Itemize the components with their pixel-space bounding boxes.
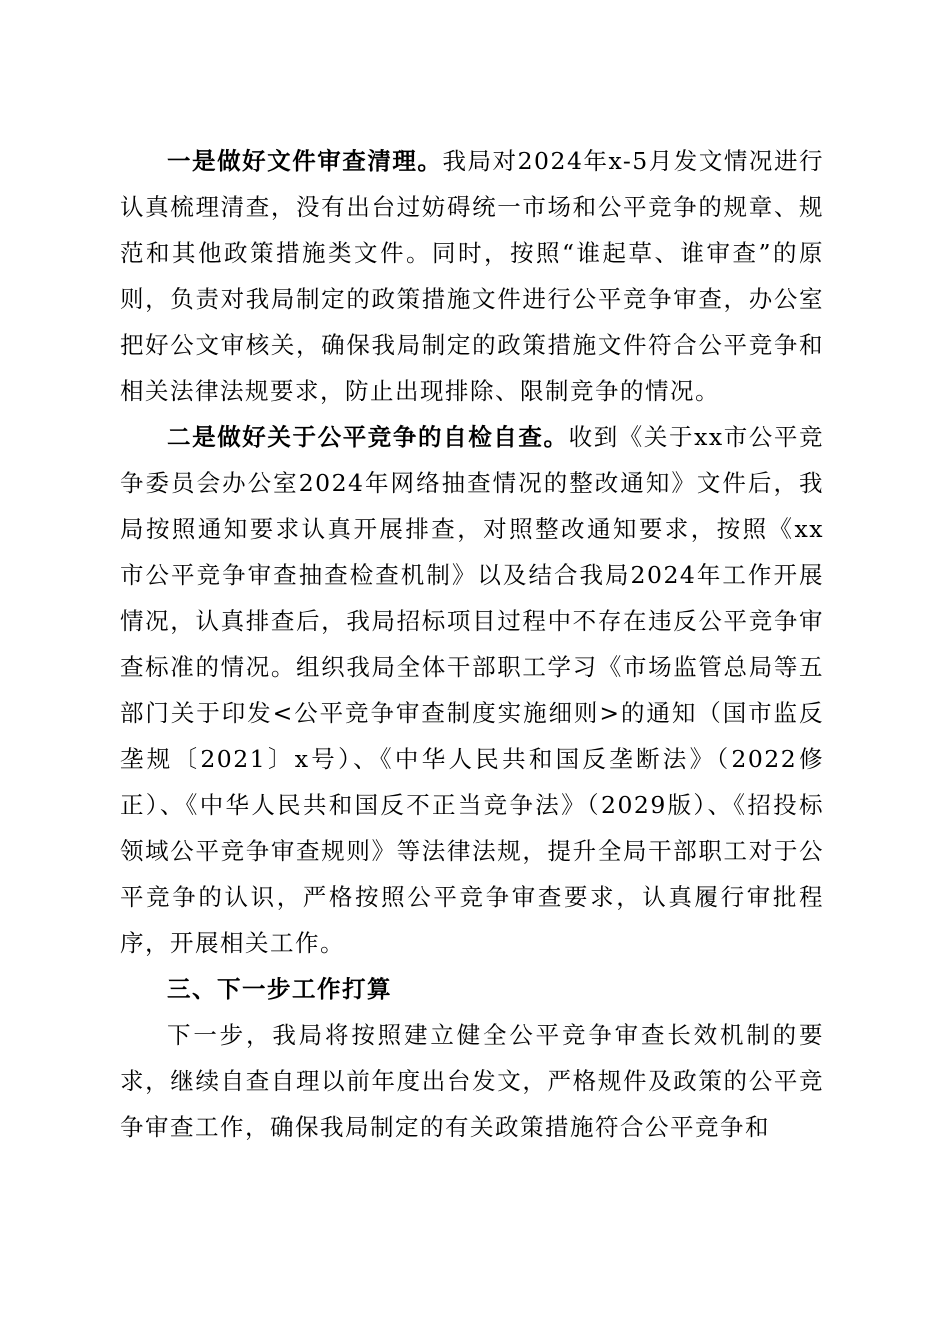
paragraph-body: 收到《关于xx市公平竞争委员会办公室2024年网络抽查情况的整改通知》文件后，我局按照通知要求认真开展排查，对照整改通知要求，按照《xx市公平竞争审查抽查检查机制》以及结合我局2024年工作开展情况，认真排查后，我局招标项目过程中不存在违反公平竞争审查标准的情况。组织我局全体干部职工学习《市场监管总局等五部门关于印发<公平竞争审查制度实施细则>的通知（国市监反垄规〔2021〕x号）、《中华人民共和国反垄断法》（2022修正）、《中华人民共和国反不正当竞争法》（2029版）、《招投标领域公平竞争审查规则》等法律法规，提升全局干部职工对于公平竞争的认识，严格按照公平竞争审查要求，认真履行审批程序，开展相关工作。: [120, 423, 824, 957]
paragraph-next-steps: 下一步，我局将按照建立健全公平竞争审查长效机制的要求，继续自查自理以前年度出台发文，严格规件及政策的公平竞争审查工作，确保我局制定的有关政策措施符合公平竞争和: [120, 1021, 824, 1141]
section-heading-next-steps: 三、下一步工作打算: [167, 975, 392, 1003]
paragraph-lead: 一是做好文件审查清理。: [167, 147, 443, 175]
paragraph-file-review: [120, 138, 824, 414]
paragraph-body: 我局对2024年x-5月发文情况进行认真梳理清查，没有出台过妨碍统一市场和公平竞争的规章、规范和其他政策措施类文件。同时，按照“谁起草、谁审查”的原则，负责对我局制定的政策措施文件进行公平竞争审查，办公室把好公文审核关，确保我局制定的政策措施文件符合公平竞争和相关法律法规要求，防止出现排除、限制竞争的情况。: [120, 147, 825, 405]
paragraph-self-inspection: [120, 414, 824, 966]
paragraph-lead: 二是做好关于公平竞争的自检自查。: [167, 423, 569, 451]
